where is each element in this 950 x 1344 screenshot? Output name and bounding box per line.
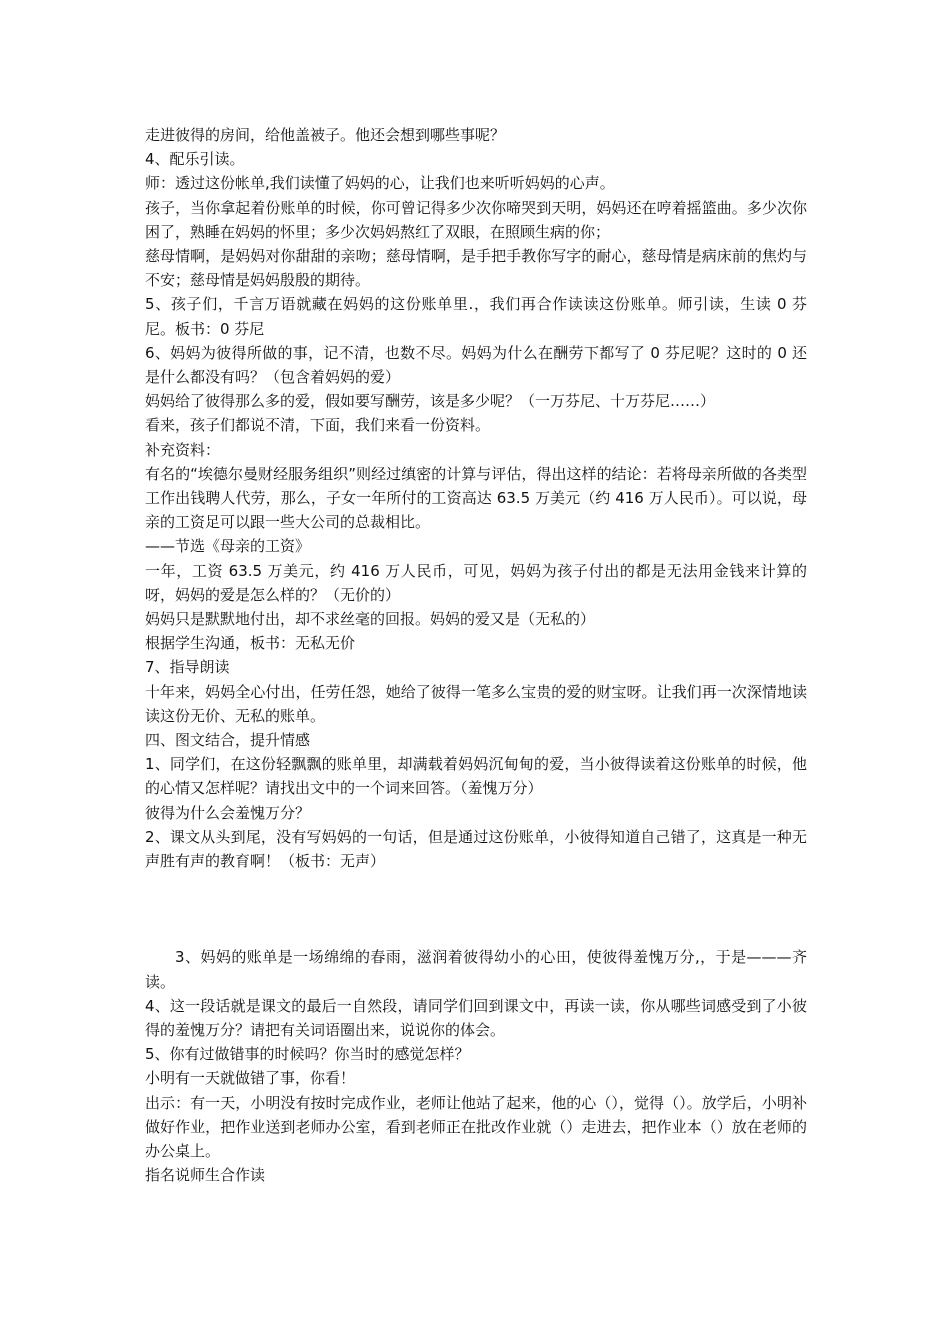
paragraph: 4、配乐引读。 — [145, 150, 245, 169]
paragraph: 妈妈给了彼得那么多的爱，假如要写酬劳，该是多少呢？（一万芬尼、十万芬尼……） — [145, 392, 716, 411]
paragraph: 走进彼得的房间，给他盖被子。他还会想到哪些事呢？ — [145, 126, 506, 144]
paragraph: 孩子，当你拿起着份账单的时候，你可曾记得多少次你啼哭到天明，妈妈还在哼着摇篮曲。多少次你困了，熟睡在妈妈的怀里；多少次妈妈熬红了双眼，在照顾生病的你； — [145, 198, 807, 241]
paragraph: 一年，工资 63.5 万美元，约 416 万人民币，可见，妈妈为孩子付出的都是无法用金钱来计算的呀，妈妈的爱是怎么样的？（无价的） — [145, 561, 807, 604]
paragraph: 5、孩子们，千言万语就藏在妈妈的这份账单里.，我们再合作读读这份账单。师引读，生读 0 芬尼。板书：0 芬尼 — [145, 295, 807, 338]
paragraph: 彼得为什么会羞愧万分？ — [145, 803, 311, 822]
paragraph: 慈母情啊，是妈妈对你甜甜的亲吻；慈母情啊，是手把手教你写字的耐心，慈母情是病床前的焦灼与不安；慈母情是妈妈殷殷的期待。 — [145, 247, 807, 290]
paragraph: 2、课文从头到尾，没有写妈妈的一句话，但是通过这份账单，小彼得知道自己错了，这真是一种无声胜有声的教育啊！（板书：无声） — [145, 827, 807, 871]
paragraph: 5、你有过做错事的时候吗？你当时的感觉怎样？ — [145, 1045, 470, 1064]
paragraph: 看来，孩子们都说不清，下面，我们来看一份资料。 — [145, 416, 491, 435]
paragraph: 补充资料： — [145, 440, 221, 459]
paragraph: 十年来，妈妈全心付出，任劳任怨，她给了彼得一笔多么宝贵的爱的财宝呀。让我们再一次深情地读读这份无价、无私的账单。 — [145, 682, 807, 725]
paragraph: 妈妈只是默默地付出，却不求丝毫的回报。妈妈的爱又是（无私的） — [145, 610, 596, 629]
paragraph: 根据学生沟通，板书：无私无价 — [145, 634, 356, 653]
paragraph: 小明有一天就做错了事，你看！ — [145, 1069, 356, 1088]
paragraph: 有名的“埃德尔曼财经服务组织”则经过缜密的计算与评估，得出这样的结论：若将母亲所做的各类型工作出钱聘人代劳，那么，子女一年所付的工资高达 63.5 万美元（约 416 万人民币）。可以说，母亲的工资足可以跟一些大公司的总裁相比。 — [145, 464, 807, 532]
paragraph: 4、这一段话就是课文的最后一自然段，请同学们回到课文中，再读一读，你从哪些词感受到了小彼得的羞愧万分？请把有关词语圈出来，说说你的体会。 — [145, 996, 807, 1039]
paragraph: 师：透过这份帐单,我们读懂了妈妈的心，让我们也来听听妈妈的心声。 — [145, 174, 615, 193]
paragraph: 四、图文结合，提升情感 — [145, 731, 311, 750]
section-gap — [145, 873, 807, 945]
section-two — [145, 945, 807, 1187]
document-page — [145, 123, 807, 1187]
paragraph: ——节选《母亲的工资》 — [145, 537, 311, 556]
paragraph: 3、妈妈的账单是一场绵绵的春雨，滋润着彼得幼小的心田，使彼得羞愧万分,，于是———齐读。 — [145, 948, 807, 991]
paragraph: 7、指导朗读 — [145, 658, 230, 677]
paragraph: 出示：有一天，小明没有按时完成作业，老师让他站了起来，他的心（），觉得（）。放学后，小明补做好作业，把作业送到老师办公室，看到老师正在批改作业就（）走进去，把作业本（）放在老师的办公桌上。 — [145, 1093, 807, 1160]
section-one — [145, 123, 807, 873]
paragraph: 6、妈妈为彼得所做的事，记不清，也数不尽。妈妈为什么在酬劳下都写了 0 芬尼呢？这时的 0 还是什么都没有吗？（包含着妈妈的爱） — [145, 343, 807, 387]
paragraph: 指名说师生合作读 — [145, 1166, 266, 1185]
paragraph: 1、同学们，在这份轻飘飘的账单里，却满载着妈妈沉甸甸的爱，当小彼得读着这份账单的时候，他的心情又怎样呢？请找出文中的一个词来回答。（羞愧万分） — [145, 755, 807, 798]
